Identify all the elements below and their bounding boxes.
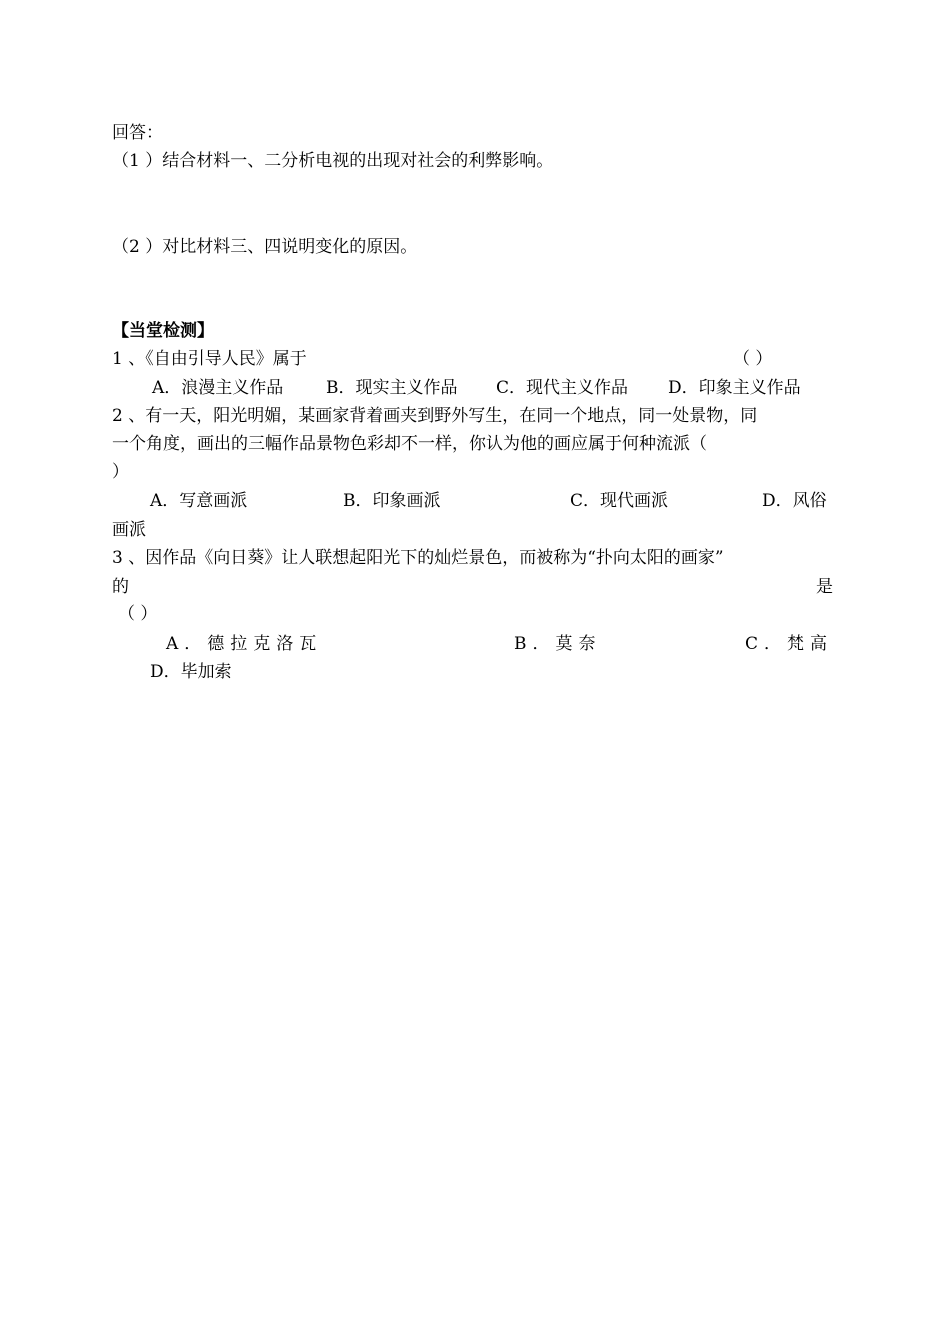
quiz-q3-option-a: A．德拉克洛瓦 bbox=[166, 634, 323, 654]
quiz-q2-line-2: 一个角度，画出的三幅作品景物色彩却不一样，你认为他的画应属于何种流派（ bbox=[112, 434, 707, 454]
quiz-q2-option-d-wrap: 画派 bbox=[112, 520, 146, 540]
quiz-q2-option-a: A．写意画派 bbox=[150, 491, 248, 511]
quiz-q1-option-a: A．浪漫主义作品 bbox=[152, 378, 284, 398]
quiz-q3-option-c: C．梵高 bbox=[745, 634, 834, 654]
quiz-q2-option-d: D．风俗 bbox=[762, 491, 827, 511]
quiz-q3-line-1: 3 、因作品《向日葵》让人联想起阳光下的灿烂景色，而被称为“扑向太阳的画家” bbox=[112, 548, 724, 568]
quiz-q3-line-2-right: 是 bbox=[816, 577, 833, 597]
quiz-q2-line-3: ） bbox=[112, 462, 129, 482]
quiz-q3-line-2-left: 的 bbox=[112, 577, 129, 597]
quiz-heading: 【当堂检测】 bbox=[112, 321, 214, 341]
quiz-q3-answer-blank: （ ） bbox=[118, 604, 158, 624]
quiz-q1-answer-blank: （ ） bbox=[733, 349, 773, 369]
quiz-q2-option-b: B．印象画派 bbox=[343, 491, 441, 511]
quiz-q1-stem: 1 、《自由引导人民》属于 bbox=[112, 349, 307, 369]
answer-question-2: （2 ）对比材料三、四说明变化的原因。 bbox=[112, 237, 418, 257]
quiz-q3-option-b: B．莫奈 bbox=[514, 634, 602, 654]
quiz-q2-line-1: 2 、有一天，阳光明媚，某画家背着画夹到野外写生，在同一个地点，同一处景物，同 bbox=[112, 406, 758, 426]
quiz-q3-option-d: D．毕加索 bbox=[150, 662, 232, 682]
quiz-q1-option-b: B．现实主义作品 bbox=[326, 378, 458, 398]
answer-question-1: （1 ）结合材料一、二分析电视的出现对社会的利弊影响。 bbox=[112, 151, 554, 171]
quiz-q1-option-c: C．现代主义作品 bbox=[496, 378, 629, 398]
answer-intro: 回答： bbox=[112, 123, 163, 143]
quiz-q2-option-c: C．现代画派 bbox=[570, 491, 669, 511]
quiz-q1-option-d: D．印象主义作品 bbox=[668, 378, 801, 398]
